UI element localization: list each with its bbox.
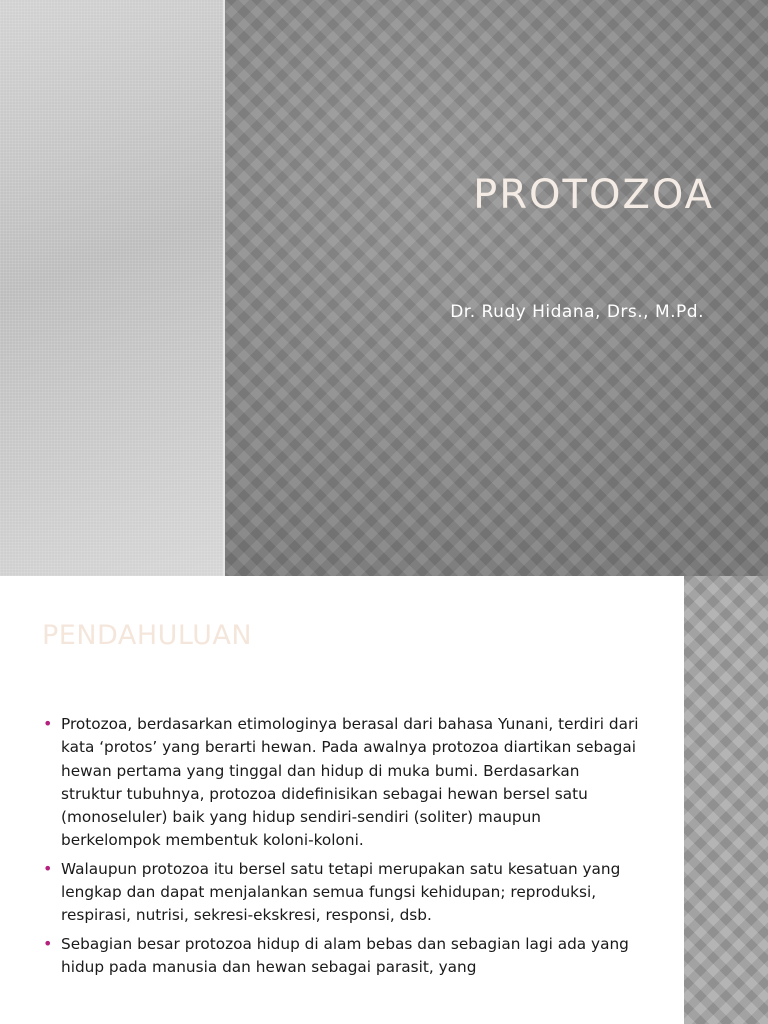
content-slide-side-panel [684, 576, 768, 1024]
slide-subtitle: Dr. Rudy Hidana, Drs., M.Pd. [450, 302, 704, 322]
bullet-item [40, 713, 640, 853]
bullet-dot-icon: • [43, 858, 53, 878]
bullet-dot-icon: • [43, 714, 53, 733]
bullet-item [40, 858, 640, 928]
title-slide-divider [223, 0, 225, 576]
bullet-text: Protozoa, berdasarkan etimologinya berasal dari bahasa Yunani, terdiri dari kata ‘protos’ yang berarti hewan. Pada awalnya protozoa diartikan sebagai hewan pertama yang tinggal dan hidup di muka bumi. Berdasarkan struktur tubuhnya, protozoa didefinisikan sebagai hewan bersel satu (monoseluler) baik yang hidup sendiri-sendiri (soliter) maupun berkelompok membentuk koloni-koloni. [61, 715, 639, 850]
bullet-dot-icon: • [43, 933, 53, 953]
content-slide [0, 576, 768, 1024]
bullet-list [40, 713, 640, 984]
bullet-text: Walaupun protozoa itu bersel satu tetapi merupakan satu kesatuan yang lengkap dan dapat menjalankan semua fungsi kehidupan; reproduksi, respirasi, nutrisi, sekresi-ekskresi, responsi, dsb. [61, 859, 621, 925]
bullet-text: Sebagian besar protozoa hidup di alam bebas dan sebagian lagi ada yang hidup pada manusia dan hewan sebagai parasit, yang [61, 934, 629, 976]
title-slide-side-panel [0, 0, 223, 576]
section-heading: PENDAHULUAN [42, 620, 253, 651]
slide-title: PROTOZOA [473, 172, 714, 218]
bullet-item [40, 933, 640, 980]
